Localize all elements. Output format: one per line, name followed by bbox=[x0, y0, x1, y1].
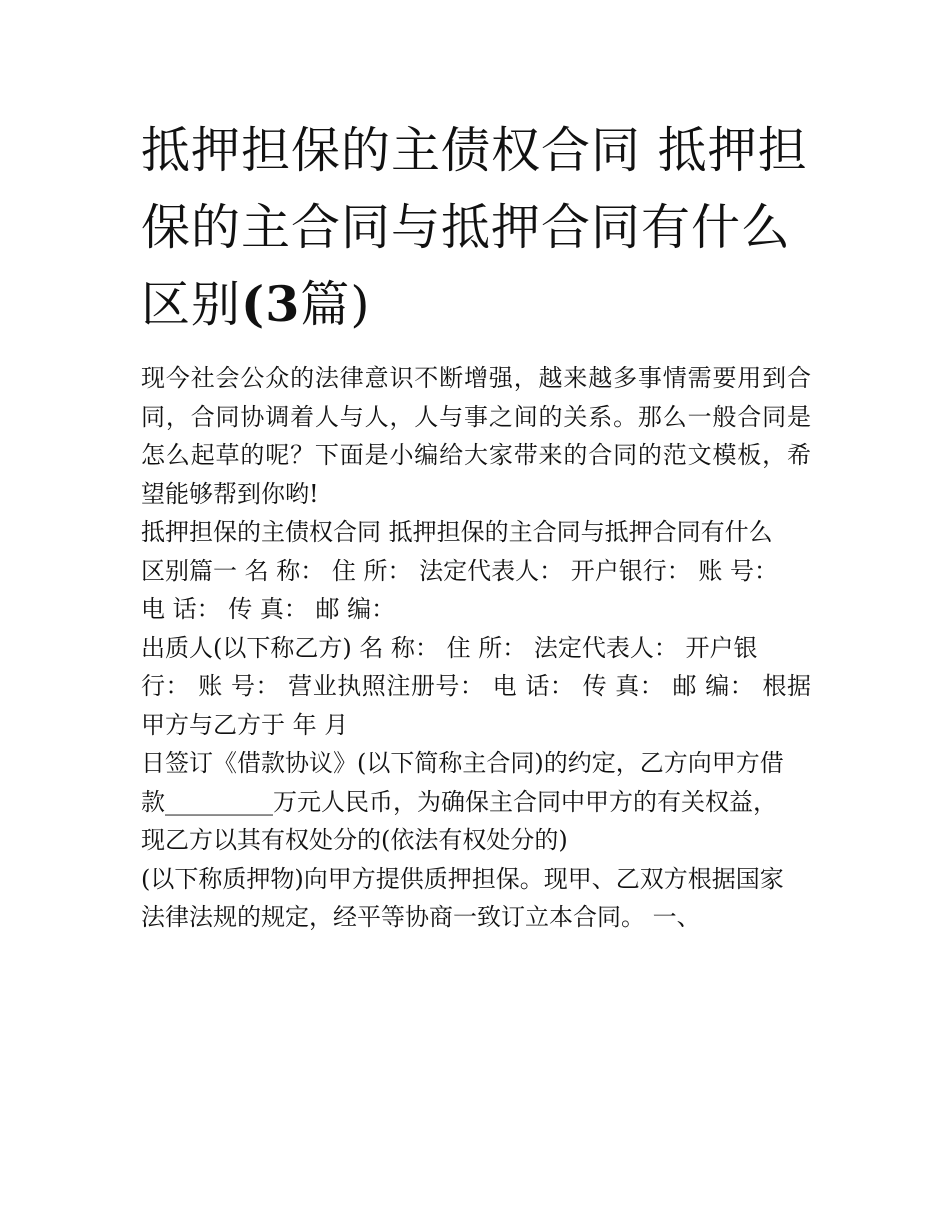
body-line: 日签订《借款协议》(以下简称主合同)的约定，乙方向甲方借 bbox=[141, 749, 784, 777]
title-line-3-prefix: 区别 bbox=[141, 276, 242, 333]
title-count-close: ) bbox=[350, 276, 371, 333]
body-line: 出质人(以下称乙方) 名 称： 住 所： 法定代表人： 开户银 bbox=[141, 633, 758, 662]
title-line-1: 抵押担保的主债权合同 抵押担 bbox=[141, 122, 808, 179]
body-line: 望能够帮到你哟! bbox=[141, 479, 319, 508]
document-body bbox=[141, 359, 821, 937]
body-line: 现乙方以其有权处分的(依法有权处分的) bbox=[141, 826, 568, 854]
body-line: 现今社会公众的法律意识不断增强，越来越多事情需要用到合 bbox=[141, 364, 811, 392]
document-title bbox=[141, 112, 821, 343]
body-line: 行： 账 号： 营业执照注册号： 电 话： 传 真： 邮 编： 根据 bbox=[141, 672, 811, 700]
body-line: 法律法规的规定，经平等协商一致订立本合同。 一、 bbox=[141, 903, 701, 931]
body-line: 抵押担保的主债权合同 抵押担保的主合同与抵押合同有什么 bbox=[141, 518, 773, 546]
body-line: (以下称质押物)向甲方提供质押担保。现甲、乙双方根据国家 bbox=[141, 864, 784, 893]
body-line: 甲方与乙方于 年 月 bbox=[141, 710, 349, 739]
title-line-2: 保的主合同与抵押合同有什么 bbox=[141, 199, 792, 256]
body-line: 电 话： 传 真： 邮 编： bbox=[141, 595, 396, 623]
title-count-open: (3 bbox=[241, 275, 301, 333]
body-line: 款_________万元人民币，为确保主合同中甲方的有关权益， bbox=[141, 787, 777, 816]
body-line: 怎么起草的呢？下面是小编给大家带来的合同的范文模板，希 bbox=[141, 441, 811, 469]
title-line-3 bbox=[141, 266, 821, 343]
title-count-unit: 篇 bbox=[300, 276, 351, 333]
body-line: 区别篇一 名 称： 住 所： 法定代表人： 开户银行： 账 号： bbox=[141, 556, 779, 585]
body-line: 同，合同协调着人与人，人与事之间的关系。那么一般合同是 bbox=[141, 402, 811, 431]
